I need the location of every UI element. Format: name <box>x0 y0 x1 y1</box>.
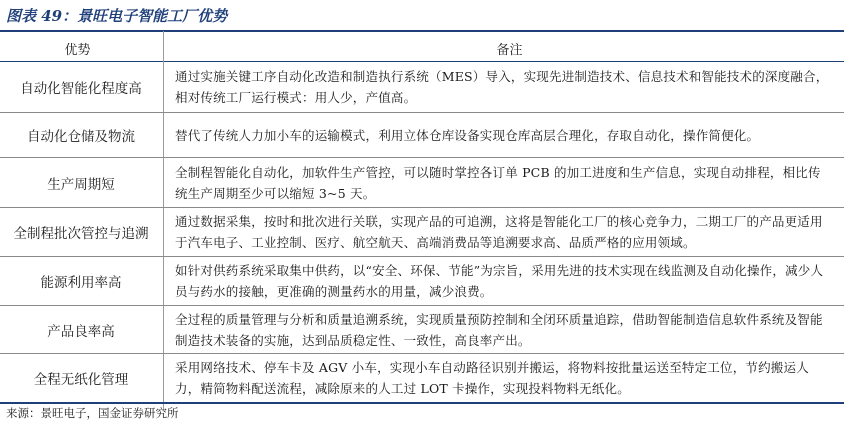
row-note: 通过数据采集，按时和批次进行关联，实现产品的可追溯，这将是智能化工厂的核心竞争力，二期工厂的产品更适用于汽车电子、工业控制、医疗、航空航天、高端消费品等追溯要求高、品质严格的应用领域。 <box>175 214 823 250</box>
table-row <box>0 208 844 257</box>
table-row <box>0 158 844 208</box>
row-note: 采用网络技术、停车卡及 AGV 小车，实现小车自动路径识别并搬运，将物料按批量运送至特定工位，节约搬运人力，精简物料配送流程，减除原来的人工过 LOT 卡操作，实现投料物料无纸化。 <box>175 359 809 396</box>
table-bottom-rule <box>0 402 844 404</box>
row-note: 全制程智能化自动化，加软件生产管控，可以随时掌控各订单 PCB 的加工进度和生产信息，实现自动排程，相比传统生产周期至少可以缩短 3~5 天。 <box>175 164 821 201</box>
table-header <box>0 31 844 62</box>
row-label: 能源利用率高 <box>40 275 122 291</box>
row-label: 全程无纸化管理 <box>33 371 129 388</box>
row-label: 自动化仓储及物流 <box>27 129 135 145</box>
row-note: 全过程的质量管理与分析和质量追溯系统，实现质量预防控制和全闭环质量追踪，借助智能制造信息软件系统及智能制造技术装备的实施，达到品质稳定性、一致性，高良率产出。 <box>175 311 823 348</box>
header-remarks: 备注 <box>496 43 523 58</box>
figure-title: 图表 49：景旺电子智能工厂优势 <box>6 7 228 25</box>
table-row <box>0 306 844 354</box>
row-note: 替代了传统人力加小车的运输模式，利用立体仓库设备实现仓库高层合理化，存取自动化，操作简便化。 <box>175 127 760 143</box>
row-note: 通过实施关键工序自动化改造和制造执行系统（MES）导入，实现先进制造技术、信息技术和智能技术的深度融合，相对传统工厂运行模式：用人少，产值高。 <box>175 69 829 105</box>
row-label: 产品良率高 <box>47 323 115 340</box>
source-note: 来源：景旺电子，国金证券研究所 <box>6 406 179 420</box>
table-row <box>0 257 844 306</box>
table-row <box>0 354 844 401</box>
row-label: 自动化智能化程度高 <box>20 81 142 97</box>
row-label: 生产周期短 <box>47 176 115 193</box>
figure-title-bar <box>0 0 844 32</box>
header-advantage: 优势 <box>64 43 91 58</box>
row-label: 全制程批次管控与追溯 <box>13 226 149 242</box>
table-row <box>0 113 844 158</box>
table-row <box>0 62 844 113</box>
row-note: 如针对供药系统采取集中供药，以“安全、环保、节能”为宗旨，采用先进的技术实现在线监测及自动化操作，减少人员与药水的接触，更准确的测量药水的用量，减少浪费。 <box>175 263 824 299</box>
